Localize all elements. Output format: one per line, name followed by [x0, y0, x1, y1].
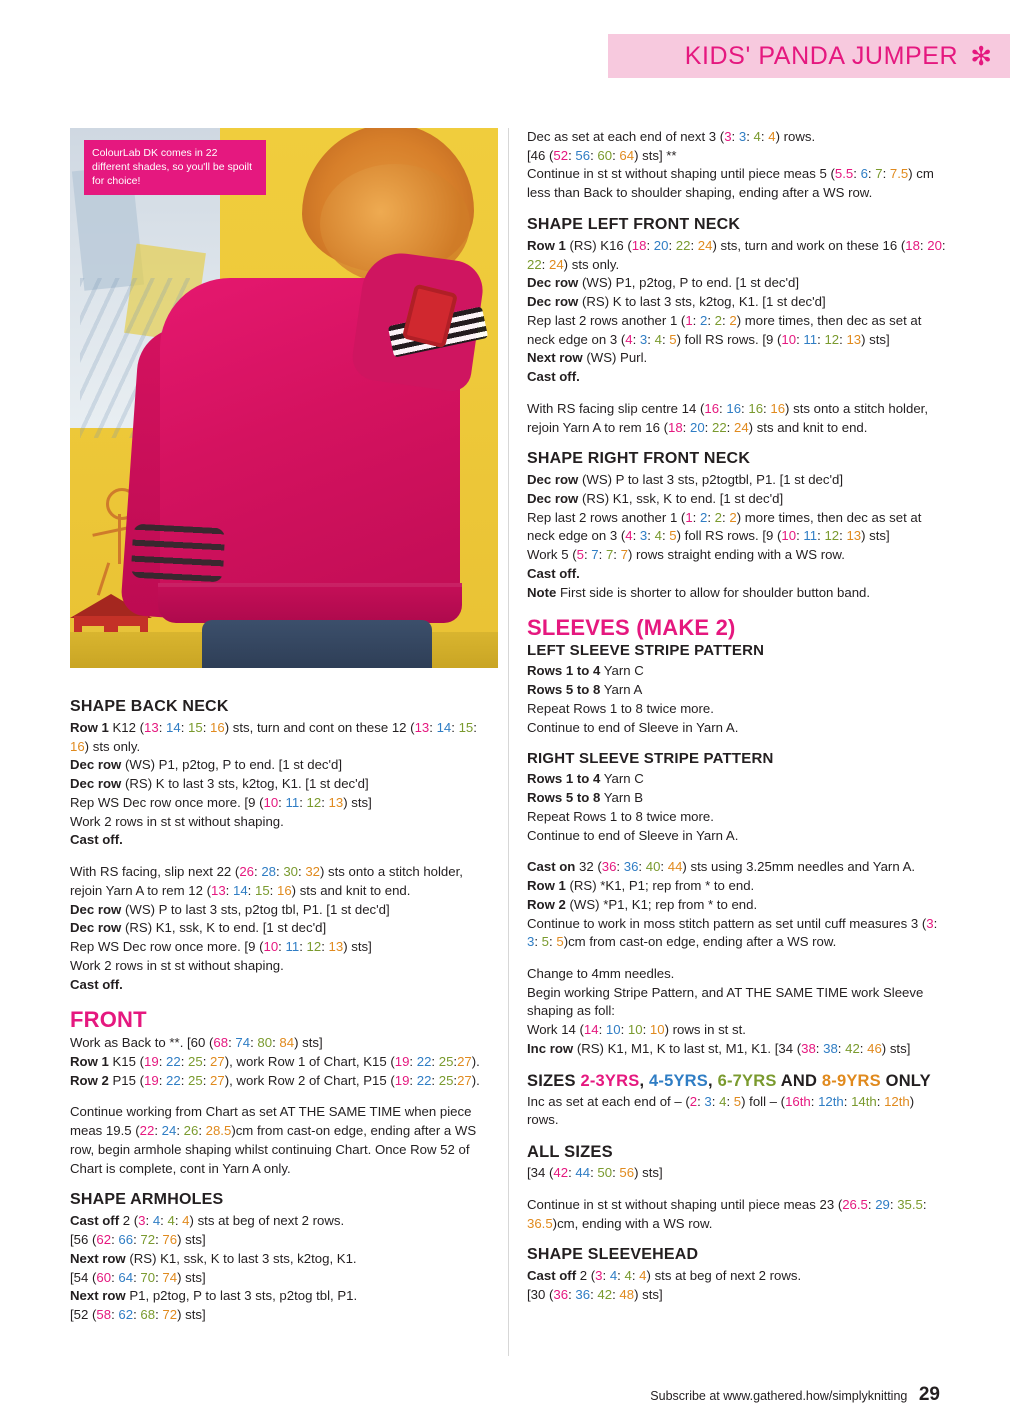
text-shape-left-front-neck	[527, 237, 947, 387]
paragraph: Continue in st st without shaping until piece meas 23 (26.5: 29: 35.5: 36.5)cm, ending with a WS row.	[527, 1196, 927, 1231]
paragraph: [34 (42: 44: 50: 56) sts]	[527, 1165, 663, 1181]
paragraph: Work as Back to **. [60 (68: 74: 80: 84) sts]	[70, 1035, 323, 1051]
heading-shape-right-front-neck: SHAPE RIGHT FRONT NECK	[527, 450, 751, 468]
paragraph: Cast off.	[70, 976, 123, 992]
text-sleeve-cast-on	[527, 858, 947, 952]
paragraph: Work 14 (14: 10: 10: 10) rows in st st.	[527, 1022, 746, 1038]
paragraph: Dec row (RS) K to last 3 sts, k2tog, K1. [1 st dec'd]	[527, 294, 826, 310]
paragraph: Continue in st st without shaping until piece meas 5 (5.5: 6: 7: 7.5) cm less than Back to shoulder shaping, ending after a WS row.	[527, 166, 934, 201]
heading-sleeves: SLEEVES (MAKE 2)	[527, 615, 736, 641]
paragraph: Note First side is shorter to allow for shoulder button band.	[527, 584, 871, 600]
right-column	[527, 128, 947, 1305]
paragraph: Rep last 2 rows another 1 (1: 2: 2: 2) more times, then dec as set at neck edge on 3 (4: 3: 4: 5) foll RS rows. [9 (10: 11: 12: 13) sts]	[527, 312, 922, 347]
paragraph: Work 2 rows in st st without shaping.	[70, 813, 284, 829]
text-back-neck-continued	[70, 863, 498, 994]
paragraph: Rows 1 to 4 Yarn C	[527, 771, 644, 787]
text-front	[70, 1034, 498, 1090]
paragraph: Continue working from Chart as set AT THE SAME TIME when piece meas 19.5 (22: 24: 26: 28.5)cm from cast-on edge, ending after a WS row, begin armhole shaping whilst continuing Chart. Once Row 52 of Chart is complete, cont in Yarn A only.	[70, 1104, 477, 1176]
text-left-front-neck-continued	[527, 400, 947, 437]
column-divider	[508, 128, 509, 1356]
left-column	[70, 128, 498, 1325]
paragraph: [54 (60: 64: 70: 74) sts]	[70, 1269, 206, 1285]
text-front-continued	[70, 1103, 498, 1178]
photo-caption: ColourLab DK comes in 22 different shades, so you'll be spoilt for choice!	[84, 140, 266, 195]
paragraph: Row 1 (RS) *K1, P1; rep from * to end.	[527, 878, 755, 894]
footer-subscribe-text: Subscribe at www.gathered.how/simplyknitting	[650, 1389, 908, 1403]
paragraph: With RS facing slip centre 14 (16: 16: 16: 16) sts onto a stitch holder, rejoin Yarn A to rem 16 (18: 20: 22: 24) sts and knit to end.	[527, 400, 928, 435]
flower-star-icon: ✻	[970, 41, 992, 71]
paragraph: Work 5 (5: 7: 7: 7) rows straight ending with a WS row.	[527, 547, 845, 563]
photo-sleeve-stripes	[131, 524, 226, 583]
paragraph: Dec row (WS) P1, p2tog, P to end. [1 st dec'd]	[527, 275, 800, 291]
text-sizes-only	[527, 1093, 947, 1130]
paragraph: Rows 1 to 4 Yarn C	[527, 663, 644, 679]
paragraph: Dec row (WS) P to last 3 sts, p2tog tbl, P1. [1 st dec'd]	[70, 901, 390, 917]
paragraph: Inc as set at each end of – (2: 3: 4: 5) foll – (16th: 12th: 14th: 12th) rows.	[527, 1093, 915, 1128]
text-continue-st-st	[527, 1196, 947, 1233]
paragraph: Continue to work in moss stitch pattern as set until cuff measures 3 (3: 3: 5: 5)cm from cast-on edge, ending after a WS row.	[527, 915, 938, 950]
paragraph: [46 (52: 56: 60: 64) sts] **	[527, 147, 677, 163]
paragraph: [56 (62: 66: 72: 76) sts]	[70, 1232, 206, 1248]
text-shape-back-neck	[70, 719, 498, 850]
text-sleeve-shaping	[527, 965, 947, 1059]
photo-jumper-hem	[158, 583, 462, 623]
heading-shape-left-front-neck: SHAPE LEFT FRONT NECK	[527, 215, 741, 233]
paragraph: Continue to end of Sleeve in Yarn A.	[527, 719, 739, 735]
paragraph: Cast off.	[70, 832, 123, 848]
paragraph: Row 2 P15 (19: 22: 25: 27), work Row 2 of Chart, P15 (19: 22: 25:27).	[70, 1072, 480, 1088]
paragraph: Begin working Stripe Pattern, and AT THE SAME TIME work Sleeve shaping as foll:	[527, 984, 924, 1019]
paragraph: Work 2 rows in st st without shaping.	[70, 957, 284, 973]
photo-jeans	[202, 620, 432, 668]
paragraph: Row 1 (RS) K16 (18: 20: 22: 24) sts, turn and work on these 16 (18: 20: 22: 24) sts only.	[527, 237, 946, 272]
paragraph: [30 (36: 36: 42: 48) sts]	[527, 1287, 663, 1303]
paragraph: Cast off.	[527, 565, 580, 581]
paragraph: Continue to end of Sleeve in Yarn A.	[527, 827, 739, 843]
text-right-sleeve-stripe-pattern	[527, 770, 947, 845]
paragraph: Dec row (RS) K1, ssk, K to end. [1 st dec'd]	[527, 491, 784, 507]
paragraph: Next row (WS) Purl.	[527, 350, 648, 366]
paragraph: Rep WS Dec row once more. [9 (10: 11: 12: 13) sts]	[70, 794, 372, 810]
paragraph: Dec row (RS) K1, ssk, K to end. [1 st dec'd]	[70, 920, 327, 936]
paragraph: Row 1 K12 (13: 14: 15: 16) sts, turn and cont on these 12 (13: 14: 15: 16) sts only.	[70, 720, 477, 754]
paragraph: Inc row (RS) K1, M1, K to last st, M1, K1. [34 (38: 38: 42: 46) sts]	[527, 1040, 911, 1056]
project-photo	[70, 128, 498, 668]
text-left-sleeve-stripe-pattern	[527, 662, 947, 737]
text-shape-armholes	[70, 1212, 498, 1324]
heading-all-sizes: ALL SIZES	[527, 1143, 613, 1162]
paragraph: [52 (58: 62: 68: 72) sts]	[70, 1307, 206, 1323]
paragraph: Change to 4mm needles.	[527, 965, 675, 981]
paragraph: Rep WS Dec row once more. [9 (10: 11: 12: 13) sts]	[70, 939, 372, 955]
paragraph: Cast on 32 (36: 36: 40: 44) sts using 3.25mm needles and Yarn A.	[527, 859, 916, 875]
paragraph: Next row (RS) K1, ssk, K to last 3 sts, k2tog, K1.	[70, 1250, 357, 1266]
paragraph: Rows 5 to 8 Yarn A	[527, 682, 643, 698]
paragraph: Row 2 (WS) *P1, K1; rep from * to end.	[527, 896, 758, 912]
heading-front: FRONT	[70, 1007, 147, 1033]
text-shape-sleevehead	[527, 1267, 947, 1304]
paragraph: Cast off.	[527, 369, 580, 385]
text-armhole-continued	[527, 128, 947, 203]
paragraph: Dec row (WS) P to last 3 sts, p2togtbl, P1. [1 st dec'd]	[527, 472, 843, 488]
paragraph: Next row P1, p2tog, P to last 3 sts, p2tog tbl, P1.	[70, 1288, 358, 1304]
paragraph: Repeat Rows 1 to 8 twice more.	[527, 700, 714, 716]
heading-shape-sleevehead: SHAPE SLEEVEHEAD	[527, 1246, 699, 1264]
paragraph: Dec row (WS) P1, p2tog, P to end. [1 st dec'd]	[70, 757, 343, 773]
paragraph: Cast off 2 (3: 4: 4: 4) sts at beg of next 2 rows.	[70, 1213, 345, 1229]
paragraph: Rows 5 to 8 Yarn B	[527, 790, 644, 806]
paragraph: With RS facing, slip next 22 (26: 28: 30: 32) sts onto a stitch holder, rejoin Yarn A to rem 12 (13: 14: 15: 16) sts and knit to end.	[70, 864, 463, 898]
paragraph: Row 1 K15 (19: 22: 25: 27), work Row 1 of Chart, K15 (19: 22: 25:27).	[70, 1054, 480, 1070]
page-footer	[0, 1384, 1010, 1406]
text-shape-right-front-neck	[527, 471, 947, 602]
paragraph: Dec row (RS) K to last 3 sts, k2tog, K1. [1 st dec'd]	[70, 776, 369, 792]
heading-shape-back-neck: SHAPE BACK NECK	[70, 698, 229, 715]
text-all-sizes	[527, 1164, 947, 1183]
heading-left-sleeve-stripe-pattern: LEFT SLEEVE STRIPE PATTERN	[527, 642, 765, 660]
heading-sizes-only: SIZES 2-3YRS, 4-5YRS, 6-7YRS AND 8-9YRS ONLY	[527, 1071, 931, 1090]
page-number: 29	[918, 1384, 940, 1405]
heading-right-sleeve-stripe-pattern: RIGHT SLEEVE STRIPE PATTERN	[527, 750, 774, 768]
page-title: KIDS' PANDA JUMPER	[684, 41, 959, 70]
paragraph: Rep last 2 rows another 1 (1: 2: 2: 2) more times, then dec as set at neck edge on 3 (4: 3: 4: 5) foll RS rows. [9 (10: 11: 12: 13) sts]	[527, 509, 922, 544]
paragraph: Repeat Rows 1 to 8 twice more.	[527, 808, 714, 824]
paragraph: Cast off 2 (3: 4: 4: 4) sts at beg of next 2 rows.	[527, 1268, 802, 1284]
paragraph: Dec as set at each end of next 3 (3: 3: 4: 4) rows.	[527, 129, 816, 144]
heading-shape-armholes: SHAPE ARMHOLES	[70, 1191, 224, 1209]
page-header	[608, 34, 1010, 78]
